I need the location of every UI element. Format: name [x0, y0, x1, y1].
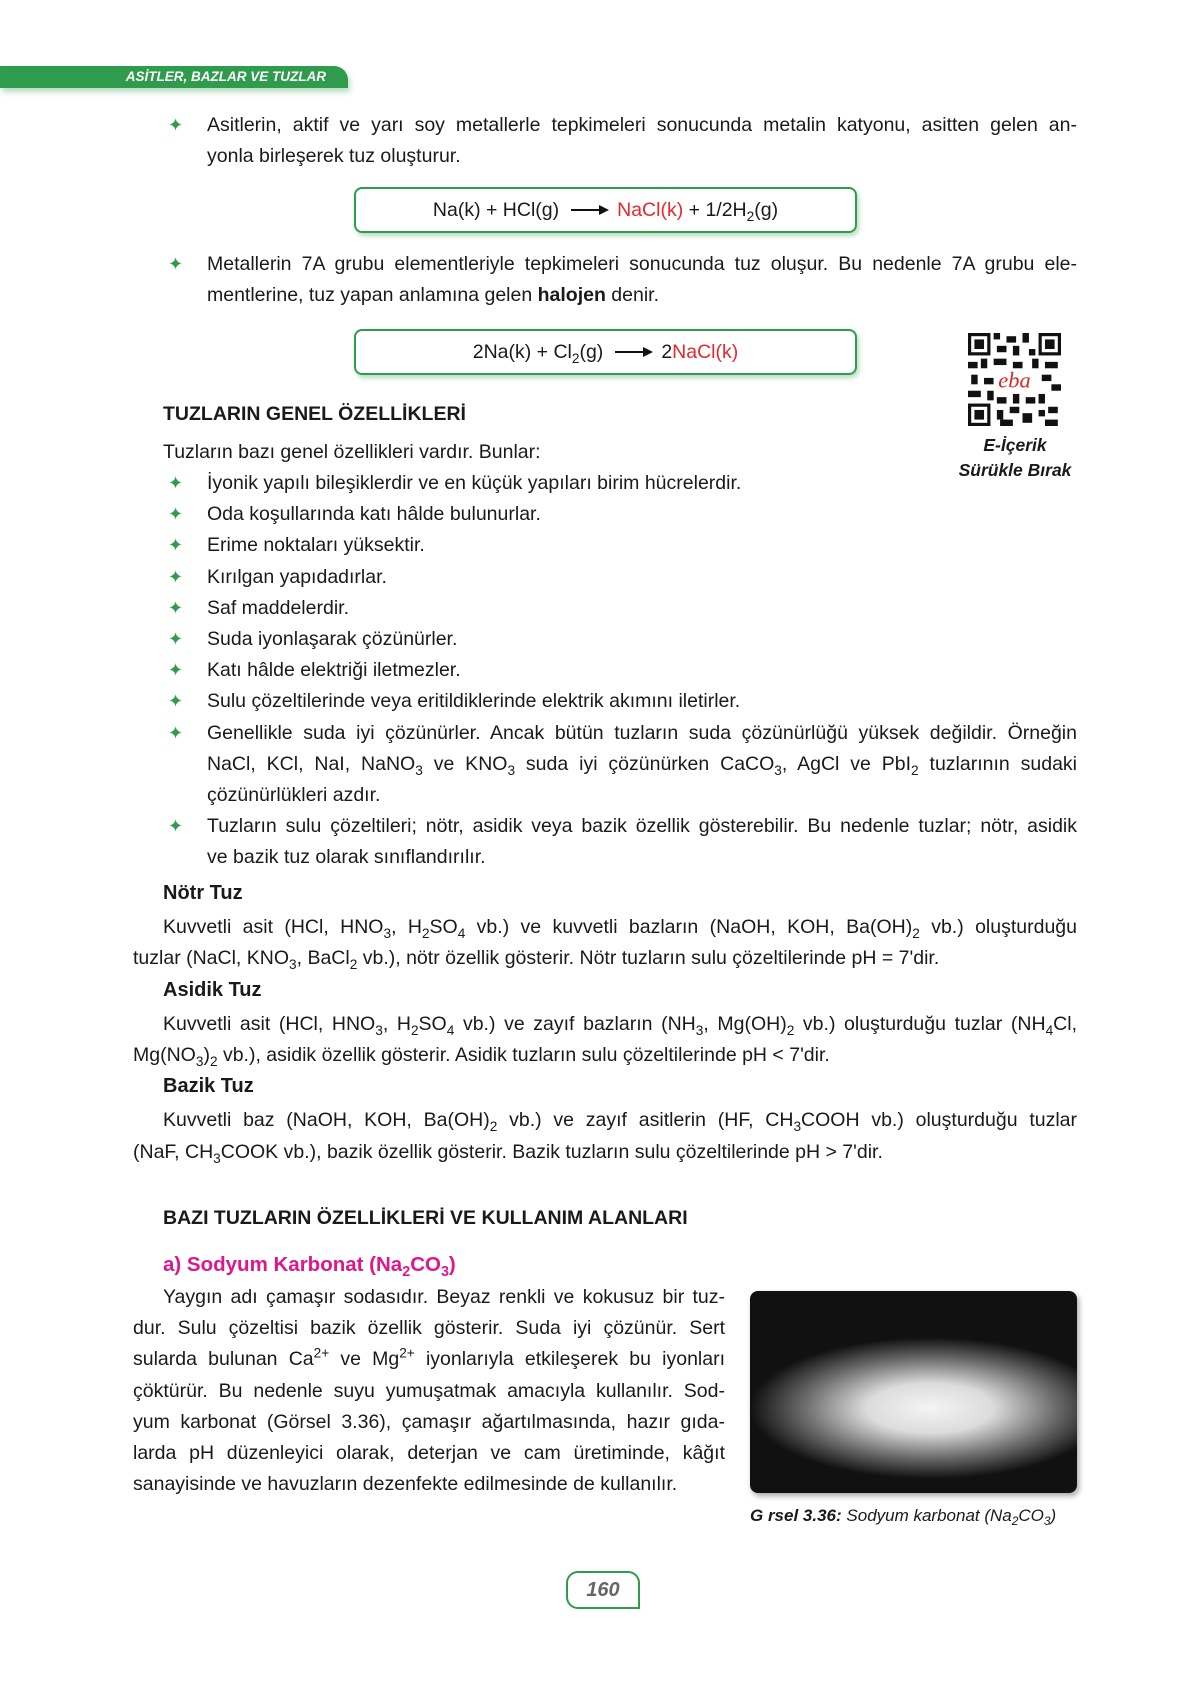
eba-logo-text: eba: [998, 367, 1031, 393]
subscript: 2: [571, 350, 580, 366]
salt-type-title: Bazik Tuz: [163, 1075, 254, 1098]
bullet-text: [207, 249, 1077, 311]
text-line: sularda bulunan $Ca^{2+}$ ve $Mg^{2+}$ iyonlarıyla etkileşerek bu iyonları: [133, 1345, 725, 1371]
text-line: yonla birleşerek tuz oluşturur.: [207, 145, 461, 168]
superscript: 2+: [399, 1345, 415, 1361]
bullet-star-icon: ✦: [168, 115, 184, 135]
subsection-title: a) Sodyum Karbonat $(Na_2CO_3)$: [163, 1253, 456, 1281]
subscript: 2: [410, 1022, 419, 1038]
bullet-star-icon: ✦: [168, 816, 184, 837]
text-line: Saf maddelerdir.: [207, 596, 349, 619]
subscript: 3: [195, 1053, 204, 1069]
text-line: mentlerine, tuz yapan anlamına gelen halojen denir.: [207, 284, 660, 307]
bullet-star-icon: ✦: [168, 660, 184, 681]
salt-types: [133, 878, 1077, 1168]
text-line: Sulu çözeltilerinde veya eritildiklerinde elektrik akımını iletirler.: [207, 690, 741, 713]
equation-products: 2NaCl(k): [661, 340, 739, 363]
text-line: Katı hâlde elektriği iletmezler.: [207, 659, 461, 682]
bullet-star-icon: ✦: [168, 629, 184, 650]
equation-box-1: [354, 187, 857, 233]
subscript: 3: [375, 1022, 383, 1038]
salt-type-paragraph: [133, 1009, 1077, 1071]
list-item-text: [207, 686, 1077, 717]
qr-code[interactable]: [968, 333, 1061, 426]
text-line: $Mg(NO_3)_2$ vb.), asidik özellik gösterir. Asidik tuzların sulu çözeltilerinde pH < 7'dir.: [133, 1044, 830, 1069]
bullet-item: [168, 110, 1077, 172]
subscript: 2: [421, 925, 430, 941]
sodium-carbonate-photo: [750, 1291, 1077, 1493]
text-line: çöktürür. Bu nedenle suyu yumuşatmak amacıyla kullanılır. Sod-: [133, 1379, 725, 1402]
list-item: [168, 686, 1077, 717]
subscript: 3: [415, 762, 423, 778]
section-heading-2: BAZI TUZLARIN ÖZELLİKLERİ VE KULLANIM ALANLARI: [163, 1207, 688, 1229]
subscript: 3: [289, 957, 297, 973]
salt-type-paragraph: [133, 1105, 1077, 1167]
text-line: Yaygın adı çamaşır sodasıdır. Beyaz renkli ve kokusuz bir tuz-: [163, 1286, 725, 1308]
list-item: [168, 593, 1077, 624]
list-item: [168, 499, 1077, 530]
text-line: NaCl, KCl, NaI, NaNO$_3$ ve $KNO_3$ suda iyi çözünürken CaCO$_3$, AgCl ve PbI$_2$ tuzlarının sudaki: [207, 752, 1077, 778]
text-line: Erime noktaları yüksektir.: [207, 534, 425, 557]
chapter-header-bar: [0, 66, 348, 88]
list-item-text: [207, 593, 1077, 624]
sodium-carbonate-paragraph: [133, 1282, 725, 1500]
subscript: 2: [489, 1119, 498, 1135]
equation-reactants: $2Na(k) + Cl_2(g)$: [472, 340, 604, 366]
subscript: 3: [695, 1022, 704, 1038]
text-line: Metallerin 7A grubu elementleriyle tepkimeleri sonucunda tuz oluşur. Bu nedenle 7A grubu ele-: [207, 253, 1077, 275]
bullet-star-icon: ✦: [168, 254, 184, 274]
product-highlight: NaCl(k): [672, 340, 739, 363]
figure-caption: G rsel 3.36: Sodyum karbonat $(Na_2CO_3)$: [750, 1506, 1057, 1529]
list-item-text: [207, 655, 1077, 686]
list-item-text: [207, 468, 1077, 499]
text-line: Kuvvetli asit (HCl, $HNO_3$, $H_2SO_4$ vb.) ve zayıf bazların ($NH_3$, $Mg(OH)_2$ vb.) oluşturduğu tuzlar ($NH_4Cl$,: [163, 1012, 1077, 1038]
list-item-text: [207, 562, 1077, 593]
subscript: 4: [1045, 1022, 1054, 1038]
list-item-text: [207, 624, 1077, 655]
subscript: 3: [507, 762, 516, 778]
subscript: 4: [457, 925, 466, 941]
bullet-star-icon: ✦: [168, 566, 184, 587]
text-line: çözünürlükleri azdır.: [207, 784, 381, 807]
text-line: Asitlerin, aktif ve yarı soy metallerle tepkimeleri sonucunda metalin katyonu, asitten gelen an-: [207, 114, 1077, 136]
list-item-text: [207, 530, 1077, 561]
list-item: [168, 562, 1077, 593]
list-item: [168, 530, 1077, 561]
text-line: Kuvvetli baz (NaOH, KOH, $Ba(OH)_2$ vb.) ve zayıf asitlerin (HF, $CH_3COOH$ vb.) oluşturduğu tuzlar: [163, 1109, 1078, 1135]
subscript: 3: [440, 1264, 449, 1281]
bullet-star-icon: ✦: [168, 473, 184, 493]
subscript: 2: [786, 1022, 795, 1038]
text-line: Suda iyonlaşarak çözünürler.: [207, 628, 458, 651]
text-line: ve bazik tuz olarak sınıflandırılır.: [207, 846, 486, 869]
text-line: Oda koşullarında katı hâlde bulunurlar.: [207, 503, 541, 526]
list-item: [168, 468, 1077, 499]
properties-list: [168, 468, 1077, 874]
subscript: 2: [349, 957, 358, 973]
list-item-text: [207, 499, 1077, 530]
bullet-star-icon: ✦: [168, 535, 184, 556]
bullet-text: [207, 110, 1077, 172]
subscript: 2: [912, 925, 920, 941]
equation-products: NaCl(k) + $1/2H_2(g)$: [617, 198, 779, 224]
text-line: Tuzların sulu çözeltileri; nötr, asidik veya bazik özellik gösterebilir. Bu nedenle tuzlar; nötr, asidik: [207, 815, 1077, 838]
text-line: Genellikle suda iyi çözünürler. Ancak bütün tuzların suda çözünürlüğü yüksek değildir. Örneğin: [207, 721, 1077, 744]
bullet-item: [168, 249, 1077, 311]
salt-type-title: Asidik Tuz: [163, 978, 262, 1001]
salt-type-title: Nötr Tuz: [163, 882, 243, 904]
subscript: 3: [383, 925, 392, 941]
bullet-star-icon: ✦: [168, 597, 184, 618]
text-line: (NaF, $CH_3COOK$ vb.), bazik özellik gösterir. Bazik tuzların sulu çözeltilerinde pH > 7'dir.: [133, 1140, 883, 1166]
list-item: [168, 655, 1077, 686]
product-highlight: NaCl(k): [617, 198, 684, 221]
subscript: 2: [746, 208, 755, 224]
subscript: 3: [1043, 1514, 1051, 1529]
qr-label-line2: Sürükle Bırak: [958, 460, 1072, 480]
qr-label-line1: E-İçerik: [983, 435, 1047, 455]
salt-type-paragraph: [133, 912, 1077, 974]
bullet-star-icon: ✦: [168, 722, 184, 743]
reaction-arrow-icon: [615, 351, 651, 353]
list-item-text: [207, 718, 1077, 812]
text-line: Kırılgan yapıdadırlar.: [207, 565, 387, 588]
text-line: Kuvvetli asit (HCl, $HNO_3$, $H_2SO_4$ vb.) ve kuvvetli bazların (NaOH, KOH, $Ba(OH)_2$ vb.) oluşturduğu: [163, 916, 1077, 941]
text-line: larda pH düzenleyici olarak, deterjan ve cam üretiminde, kâğıt: [133, 1442, 725, 1465]
list-item: [168, 718, 1077, 812]
subscript: 3: [213, 1150, 221, 1166]
subscript: 3: [774, 762, 782, 778]
subscript: 2: [402, 1264, 411, 1281]
bullet-star-icon: ✦: [168, 691, 184, 712]
superscript: 2+: [313, 1345, 330, 1361]
text-line: sanayisinde ve havuzların dezenfekte edilmesinde de kullanılır.: [133, 1473, 678, 1496]
subscript: 2: [209, 1053, 218, 1069]
text-line: İyonik yapılı bileşiklerdir ve en küçük yapıları birim hücrelerdir.: [207, 472, 742, 494]
bold-text: G rsel 3.36:: [750, 1506, 842, 1525]
list-item: [168, 811, 1077, 873]
reaction-arrow-icon: [571, 209, 607, 211]
page-number: 160: [566, 1571, 640, 1609]
equation-reactants: Na(k) + HCl(g): [432, 198, 560, 221]
text-line: yum karbonat (Görsel 3.36), çamaşır ağartılmasında, hazır gıda-: [133, 1410, 725, 1433]
section-heading: TUZLARIN GENEL ÖZELLİKLERİ: [163, 403, 466, 425]
list-item: [168, 624, 1077, 655]
subscript: 2: [1011, 1514, 1019, 1529]
subscript: 4: [446, 1022, 455, 1038]
text-line: tuzlar (NaCl, $KNO_3$, BaCl$_2$ vb.), nötr özellik gösterir. Nötr tuzların sulu çözeltilerinde pH = 7'dir.: [133, 947, 940, 973]
chapter-title: ASİTLER, BAZLAR VE TUZLAR: [125, 69, 326, 84]
bold-text: halojen: [537, 284, 606, 307]
bullet-star-icon: ✦: [168, 504, 184, 525]
list-item-text: [207, 811, 1077, 873]
equation-box-2: [354, 329, 857, 375]
section-intro: Tuzların bazı genel özellikleri vardır. Bunlar:: [163, 441, 541, 463]
text-line: dur. Sulu çözeltisi bazik özellik gösterir. Suda iyi çözünür. Sert: [133, 1317, 725, 1340]
subscript: 3: [793, 1119, 802, 1135]
subscript: 2: [911, 762, 919, 778]
